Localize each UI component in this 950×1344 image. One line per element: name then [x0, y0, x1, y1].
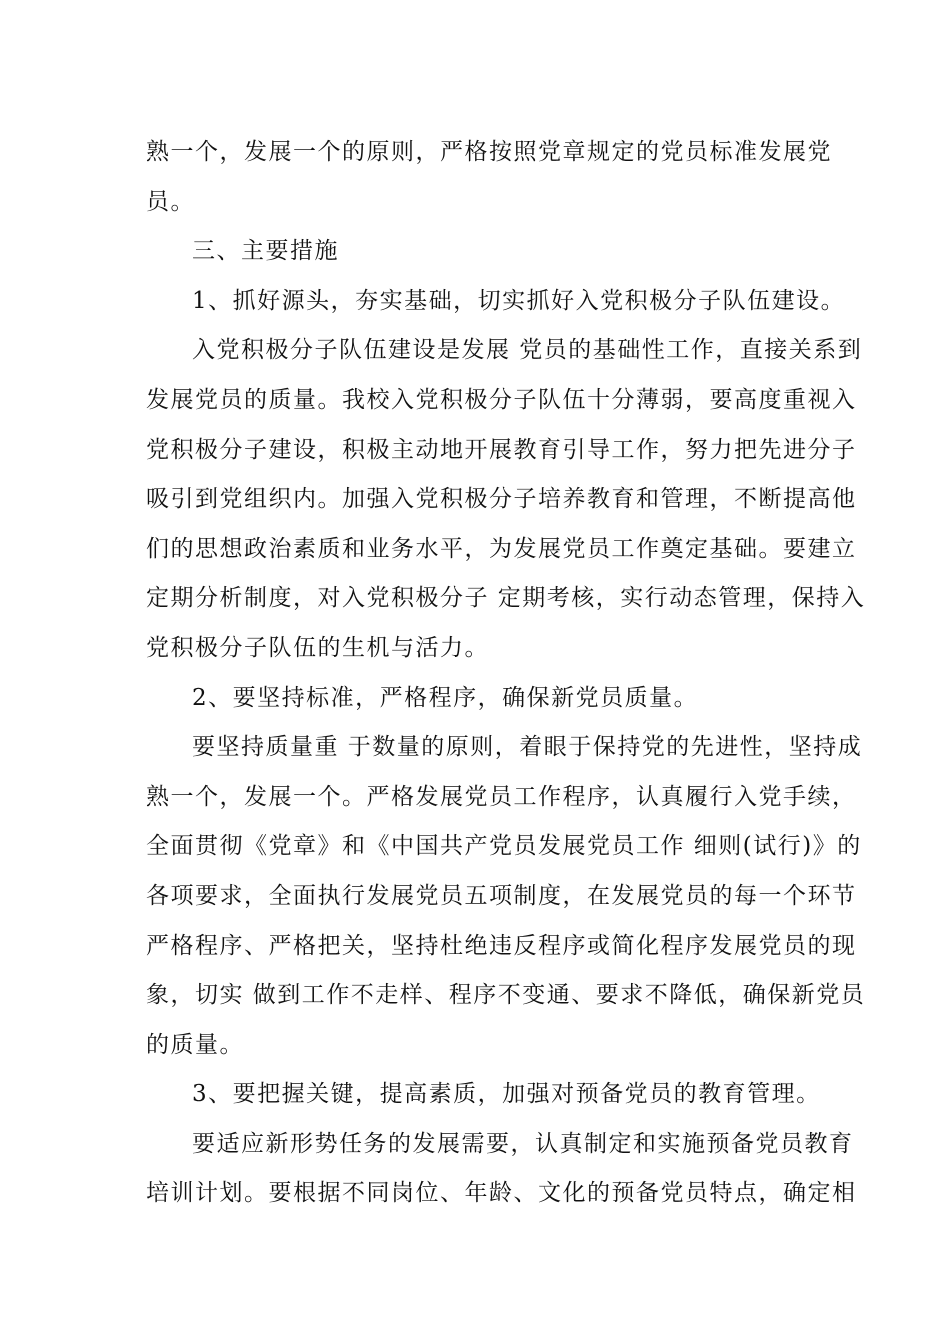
paragraph-line: 员。	[146, 188, 195, 215]
paragraph-line: 的质量。	[146, 1031, 244, 1058]
paragraph-line: 党积极分子建设，积极主动地开展教育引导工作，努力把先进分子	[146, 436, 857, 463]
paragraph-start-line: 要坚持质量重 于数量的原则，着眼于保持党的先进性，坚持成	[192, 734, 863, 761]
paragraph-line: 熟一个，发展一个的原则，严格按照党章规定的党员标准发展党	[146, 139, 832, 165]
paragraph-line: 严格程序、严格把关，坚持杜绝违反程序或简化程序发展党员的现	[146, 932, 857, 959]
paragraph-line: 熟一个，发展一个。严格发展党员工作程序，认真履行入党手续，	[146, 783, 857, 810]
paragraph-line: 象，切实 做到工作不走样、程序不变通、要求不降低，确保新党员	[146, 982, 866, 1009]
paragraph-line: 定期分析制度，对入党积极分子 定期考核，实行动态管理，保持入	[146, 585, 866, 612]
paragraph-line: 吸引到党组织内。加强入党积极分子培养教育和管理，不断提高他	[146, 486, 857, 513]
paragraph-start-line: 3、要把握关键，提高素质，加强对预备党员的教育管理。	[192, 1081, 821, 1108]
paragraph-line: 培训计划。要根据不同岗位、年龄、文化的预备党员特点，确定相	[146, 1180, 857, 1207]
paragraph-start-line: 三、主要措施	[192, 238, 339, 265]
paragraph-line: 发展党员的质量。我校入党积极分子队伍十分薄弱，要高度重视入	[146, 386, 857, 413]
paragraph-start-line: 1、抓好源头，夯实基础，切实抓好入党积极分子队伍建设。	[192, 287, 846, 314]
paragraph-start-line: 要适应新形势任务的发展需要，认真制定和实施预备党员教育	[192, 1130, 854, 1157]
paragraph-line: 全面贯彻《党章》和《中国共产党员发展党员工作 细则(试行)》的	[146, 833, 862, 860]
paragraph-line: 各项要求，全面执行发展党员五项制度，在发展党员的每一个环节	[146, 882, 857, 909]
paragraph-start-line: 入党积极分子队伍建设是发展 党员的基础性工作，直接关系到	[192, 337, 863, 364]
paragraph-line: 党积极分子队伍的生机与活力。	[146, 634, 489, 661]
paragraph-line: 们的思想政治素质和业务水平，为发展党员工作奠定基础。要建立	[146, 535, 857, 562]
document-body	[146, 128, 866, 1219]
paragraph-start-line: 2、要坚持标准，严格程序，确保新党员质量。	[192, 684, 699, 711]
